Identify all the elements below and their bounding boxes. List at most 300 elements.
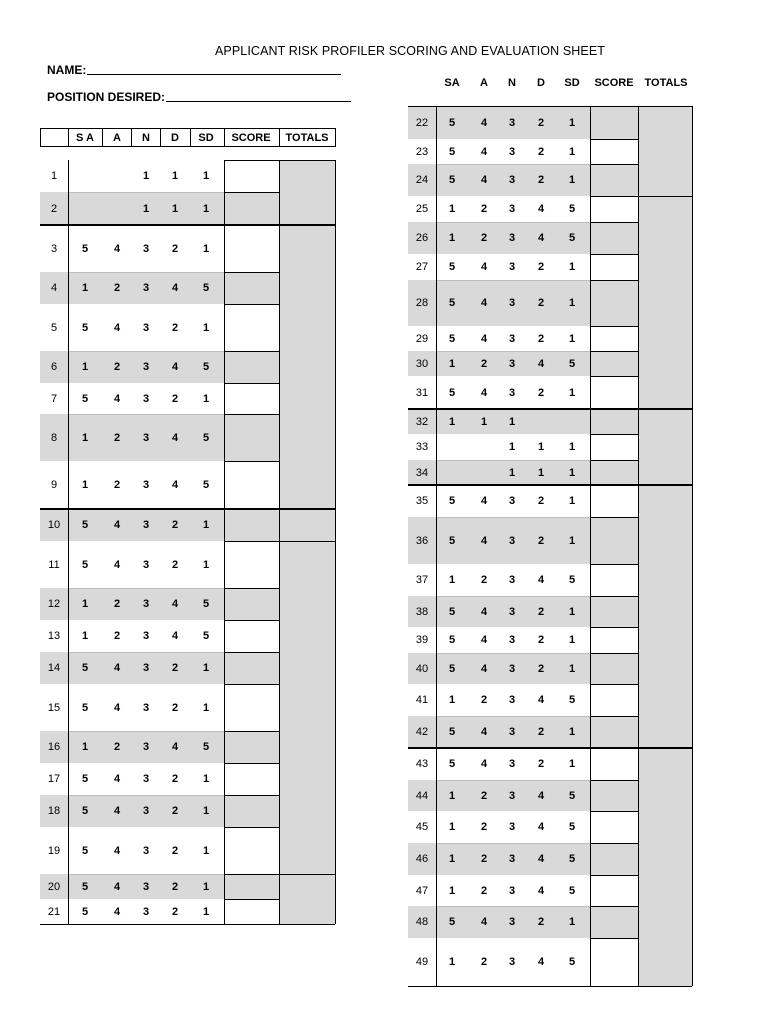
response-value: 1	[568, 758, 576, 770]
response-value: 1	[202, 805, 210, 817]
item-number: 13	[47, 630, 61, 642]
position-line[interactable]	[166, 90, 351, 102]
table-bottom-rule	[40, 924, 335, 925]
response-value: 5	[81, 392, 89, 405]
response-value: 1	[480, 415, 488, 428]
item-number: 1	[50, 170, 58, 182]
response-value: 4	[480, 386, 488, 399]
response-value: 2	[537, 116, 545, 129]
response-value: 1	[202, 701, 210, 714]
score-divider	[224, 461, 279, 462]
response-value: 1	[448, 789, 456, 802]
response-value: 1	[448, 415, 456, 428]
column-rule	[638, 106, 639, 986]
item-number: 20	[47, 880, 61, 893]
score-cell[interactable]	[224, 899, 279, 924]
score-divider	[590, 376, 638, 377]
item-number: 8	[50, 431, 58, 444]
totals-divider	[279, 160, 335, 161]
score-cell[interactable]	[590, 906, 638, 938]
column-rule	[590, 106, 591, 986]
response-value	[440, 460, 464, 485]
response-value: 3	[508, 574, 516, 586]
response-value: 5	[568, 789, 576, 802]
item-number: 18	[47, 805, 61, 817]
score-cell[interactable]	[224, 351, 279, 383]
response-value: 5	[81, 844, 89, 857]
score-divider	[590, 938, 638, 939]
response-value: 5	[202, 741, 210, 753]
score-cell[interactable]	[590, 139, 638, 164]
response-value: 5	[568, 821, 576, 833]
response-value: 3	[142, 905, 150, 918]
score-divider	[590, 596, 638, 597]
name-label: NAME:	[47, 63, 87, 77]
response-value: 1	[568, 332, 576, 345]
item-number: 39	[415, 634, 429, 646]
score-divider	[224, 874, 279, 875]
response-value: 2	[537, 145, 545, 158]
item-number: 2	[50, 202, 58, 215]
header-rule	[40, 128, 41, 147]
response-value: 3	[142, 558, 150, 571]
column-header-sd: SD	[198, 131, 214, 144]
response-value: 1	[448, 574, 456, 586]
score-cell[interactable]	[224, 509, 279, 541]
score-divider	[590, 196, 638, 197]
response-value	[440, 434, 464, 460]
response-value: 1	[568, 441, 576, 453]
score-divider	[590, 164, 638, 165]
score-divider	[590, 254, 638, 255]
response-value: 2	[113, 431, 121, 444]
response-value: 3	[508, 634, 516, 646]
response-value: 2	[113, 630, 121, 642]
response-value: 3	[508, 174, 516, 186]
score-cell[interactable]	[224, 874, 279, 899]
position-field[interactable]	[47, 89, 351, 104]
response-value: 4	[113, 558, 121, 571]
response-value: 1	[202, 321, 210, 334]
score-divider	[590, 517, 638, 518]
response-value: 1	[202, 880, 210, 893]
response-value: 2	[171, 242, 179, 255]
response-value: 5	[568, 203, 576, 215]
response-value: 5	[448, 297, 456, 309]
response-value: 1	[568, 916, 576, 928]
response-value: 3	[508, 956, 516, 968]
response-value: 2	[171, 905, 179, 918]
response-value: 5	[568, 956, 576, 968]
item-number: 22	[415, 116, 429, 129]
response-value: 4	[171, 479, 179, 491]
score-cell[interactable]	[590, 780, 638, 811]
score-cell[interactable]	[224, 192, 279, 225]
response-value: 2	[171, 519, 179, 531]
response-value: 3	[142, 479, 150, 491]
item-number: 6	[50, 361, 58, 373]
score-cell[interactable]	[590, 434, 638, 460]
score-cell[interactable]	[224, 684, 279, 731]
score-cell[interactable]	[590, 684, 638, 716]
item-number: 41	[415, 694, 429, 706]
name-field[interactable]	[47, 62, 341, 77]
response-value: 4	[480, 605, 488, 618]
response-value: 3	[508, 853, 516, 865]
item-number: 42	[415, 726, 429, 738]
response-value: 3	[142, 431, 150, 444]
score-cell[interactable]	[224, 541, 279, 588]
response-value: 2	[537, 605, 545, 618]
response-value: 4	[113, 880, 121, 893]
response-value: 3	[142, 662, 150, 674]
response-value: 4	[480, 534, 488, 547]
score-cell[interactable]	[224, 827, 279, 874]
column-header-n: N	[508, 77, 516, 89]
response-value: 3	[508, 203, 516, 215]
response-value: 4	[113, 805, 121, 817]
response-value: 5	[81, 701, 89, 714]
response-value: 1	[202, 558, 210, 571]
score-divider	[224, 272, 279, 273]
item-number: 37	[415, 574, 429, 586]
response-value: 1	[568, 297, 576, 309]
group-separator	[40, 224, 335, 226]
response-value	[73, 192, 97, 225]
response-value: 2	[480, 956, 488, 968]
response-value: 2	[537, 534, 545, 547]
header-rule	[279, 128, 280, 147]
score-divider	[590, 811, 638, 812]
response-value: 2	[537, 916, 545, 928]
response-value: 1	[448, 956, 456, 968]
response-value: 5	[448, 386, 456, 399]
score-cell[interactable]	[224, 383, 279, 414]
item-number: 10	[47, 519, 61, 531]
item-number: 38	[415, 605, 429, 618]
response-value: 1	[568, 662, 576, 675]
score-cell[interactable]	[224, 588, 279, 620]
response-value: 5	[448, 534, 456, 547]
item-number: 15	[47, 701, 61, 714]
response-value: 2	[480, 574, 488, 586]
response-value: 4	[113, 321, 121, 334]
score-divider	[590, 434, 638, 435]
table-bottom-rule	[408, 986, 692, 987]
item-number: 27	[415, 261, 429, 273]
response-value: 3	[142, 741, 150, 753]
response-value: 5	[81, 242, 89, 255]
score-cell[interactable]	[590, 376, 638, 409]
item-number: 17	[47, 773, 61, 785]
response-value	[105, 160, 129, 192]
score-cell[interactable]	[590, 460, 638, 485]
score-divider	[590, 653, 638, 654]
response-value: 2	[171, 880, 179, 893]
response-value: 3	[142, 630, 150, 642]
score-cell[interactable]	[224, 272, 279, 304]
response-value: 4	[113, 773, 121, 785]
totals-cell[interactable]	[279, 874, 335, 924]
response-value: 1	[508, 466, 516, 479]
response-value: 1	[568, 495, 576, 507]
response-value: 4	[113, 844, 121, 857]
response-value: 1	[81, 431, 89, 444]
totals-cell[interactable]	[279, 160, 335, 225]
score-cell[interactable]	[590, 409, 638, 434]
item-number: 47	[415, 884, 429, 897]
response-value: 5	[448, 145, 456, 158]
column-header-d: D	[171, 131, 179, 144]
response-value: 1	[568, 174, 576, 186]
response-value: 1	[202, 170, 210, 182]
response-value: 5	[202, 431, 210, 444]
response-value: 3	[142, 773, 150, 785]
score-cell[interactable]	[590, 326, 638, 351]
response-value: 1	[202, 242, 210, 255]
column-rule	[224, 160, 225, 924]
score-divider	[590, 843, 638, 844]
response-value: 2	[113, 361, 121, 373]
column-rule	[68, 160, 69, 924]
score-cell[interactable]	[590, 811, 638, 843]
response-value: 3	[142, 242, 150, 255]
response-value: 5	[448, 174, 456, 186]
response-value: 2	[480, 232, 488, 244]
totals-cell[interactable]	[638, 106, 692, 196]
response-value: 3	[508, 297, 516, 309]
score-divider	[224, 383, 279, 384]
score-divider	[224, 351, 279, 352]
score-cell[interactable]	[224, 652, 279, 684]
column-header-sd: SD	[564, 77, 580, 89]
response-value: 5	[81, 805, 89, 817]
response-value: 2	[480, 203, 488, 215]
response-value: 2	[113, 741, 121, 753]
score-divider	[224, 652, 279, 653]
response-value: 1	[448, 203, 456, 215]
response-value: 2	[171, 844, 179, 857]
score-divider	[590, 326, 638, 327]
response-value: 1	[568, 466, 576, 479]
score-cell[interactable]	[590, 196, 638, 222]
score-cell[interactable]	[590, 716, 638, 748]
score-cell[interactable]	[590, 222, 638, 254]
totals-cell[interactable]	[638, 485, 692, 748]
totals-divider	[279, 541, 335, 542]
response-value: 5	[448, 495, 456, 507]
response-value: 2	[113, 282, 121, 294]
score-cell[interactable]	[224, 795, 279, 827]
item-number: 35	[415, 495, 429, 507]
response-value: 3	[142, 392, 150, 405]
score-cell[interactable]	[590, 653, 638, 684]
response-value: 4	[537, 203, 545, 215]
group-separator	[408, 484, 692, 486]
response-value: 5	[568, 574, 576, 586]
response-value: 1	[568, 634, 576, 646]
response-value: 5	[448, 662, 456, 675]
totals-cell[interactable]	[638, 196, 692, 409]
response-value: 2	[171, 773, 179, 785]
item-number: 48	[415, 916, 429, 928]
score-cell[interactable]	[590, 564, 638, 596]
item-number: 46	[415, 853, 429, 865]
score-divider	[224, 684, 279, 685]
response-value: 1	[202, 905, 210, 918]
column-header-totals: TOTALS	[644, 77, 688, 89]
score-divider	[590, 716, 638, 717]
response-value: 1	[568, 726, 576, 738]
totals-cell[interactable]	[279, 541, 335, 874]
item-number: 26	[415, 232, 429, 244]
response-value: 1	[142, 202, 150, 215]
name-line[interactable]	[87, 63, 341, 75]
score-cell[interactable]	[590, 938, 638, 986]
response-value: 3	[508, 332, 516, 345]
score-divider	[590, 627, 638, 628]
response-value: 4	[113, 392, 121, 405]
response-value: 4	[113, 242, 121, 255]
response-value: 1	[81, 479, 89, 491]
response-value: 5	[568, 884, 576, 897]
score-divider	[224, 192, 279, 193]
item-number: 7	[50, 392, 58, 405]
score-cell[interactable]	[590, 485, 638, 517]
score-divider	[590, 460, 638, 461]
score-divider	[224, 414, 279, 415]
response-value: 4	[113, 905, 121, 918]
response-value: 4	[171, 598, 179, 610]
right-table-top-rule	[408, 106, 692, 107]
item-number: 28	[415, 297, 429, 309]
response-value: 1	[568, 261, 576, 273]
response-value: 4	[537, 694, 545, 706]
totals-cell[interactable]	[638, 748, 692, 986]
score-cell[interactable]	[590, 875, 638, 906]
item-number: 31	[415, 386, 429, 399]
response-value: 1	[448, 694, 456, 706]
score-cell[interactable]	[224, 160, 279, 192]
response-value: 2	[537, 662, 545, 675]
response-value: 4	[537, 232, 545, 244]
response-value: 3	[142, 598, 150, 610]
position-label: POSITION DESIRED:	[47, 90, 166, 104]
score-cell[interactable]	[590, 627, 638, 653]
group-separator	[408, 747, 692, 749]
response-value: 4	[171, 282, 179, 294]
response-value: 2	[537, 297, 545, 309]
response-value: 4	[537, 574, 545, 586]
response-value: 5	[81, 905, 89, 918]
response-value: 1	[448, 853, 456, 865]
response-value: 5	[81, 880, 89, 893]
response-value: 1	[81, 361, 89, 373]
score-cell[interactable]	[590, 254, 638, 280]
item-number: 25	[415, 203, 429, 215]
response-value: 4	[480, 662, 488, 675]
score-cell[interactable]	[590, 164, 638, 196]
score-divider	[224, 827, 279, 828]
response-value: 3	[508, 789, 516, 802]
response-value: 2	[537, 386, 545, 399]
score-cell[interactable]	[590, 596, 638, 627]
score-divider	[224, 731, 279, 732]
totals-cell[interactable]	[638, 409, 692, 485]
score-cell[interactable]	[224, 620, 279, 652]
column-rule	[436, 106, 437, 986]
response-value: 4	[113, 519, 121, 531]
response-value: 1	[81, 630, 89, 642]
response-value: 5	[81, 558, 89, 571]
score-cell[interactable]	[224, 304, 279, 351]
score-divider	[590, 684, 638, 685]
sheet-title: APPLICANT RISK PROFILER SCORING AND EVALUATION SHEET	[215, 44, 606, 58]
score-cell[interactable]	[590, 280, 638, 326]
item-number: 14	[47, 662, 61, 674]
response-value: 4	[537, 357, 545, 370]
response-value: 1	[508, 415, 516, 428]
score-divider	[224, 899, 279, 900]
column-header-score: SCORE	[594, 77, 634, 89]
response-value: 5	[448, 116, 456, 129]
score-cell[interactable]	[590, 517, 638, 564]
score-cell[interactable]	[590, 843, 638, 875]
column-rule	[692, 106, 693, 986]
item-number: 43	[415, 758, 429, 770]
response-value: 1	[202, 662, 210, 674]
score-cell[interactable]	[224, 461, 279, 509]
group-separator	[408, 408, 692, 410]
response-value: 4	[480, 261, 488, 273]
response-value: 1	[448, 357, 456, 370]
score-divider	[224, 795, 279, 796]
response-value	[560, 409, 584, 434]
score-divider	[224, 541, 279, 542]
response-value: 1	[448, 884, 456, 897]
group-separator	[40, 508, 335, 510]
score-cell[interactable]	[224, 731, 279, 763]
response-value: 2	[537, 495, 545, 507]
score-cell[interactable]	[224, 763, 279, 795]
item-number: 45	[415, 821, 429, 833]
response-value: 4	[480, 174, 488, 186]
response-value: 1	[508, 441, 516, 453]
score-cell[interactable]	[590, 351, 638, 376]
score-cell[interactable]	[224, 414, 279, 461]
column-rule	[279, 160, 280, 924]
response-value: 3	[508, 662, 516, 675]
item-number: 30	[415, 357, 429, 370]
response-value: 3	[142, 844, 150, 857]
response-value: 5	[568, 853, 576, 865]
response-value: 3	[142, 519, 150, 531]
response-value: 5	[448, 332, 456, 345]
column-header-sa: SA	[444, 77, 460, 89]
response-value: 3	[142, 805, 150, 817]
response-value: 1	[448, 232, 456, 244]
totals-cell[interactable]	[279, 225, 335, 541]
item-number: 9	[50, 479, 58, 491]
response-value: 1	[81, 282, 89, 294]
response-value: 5	[568, 357, 576, 370]
response-value: 5	[568, 694, 576, 706]
score-cell[interactable]	[590, 748, 638, 780]
score-cell[interactable]	[590, 106, 638, 139]
score-cell[interactable]	[224, 225, 279, 272]
item-number: 32	[415, 415, 429, 428]
score-divider	[590, 564, 638, 565]
